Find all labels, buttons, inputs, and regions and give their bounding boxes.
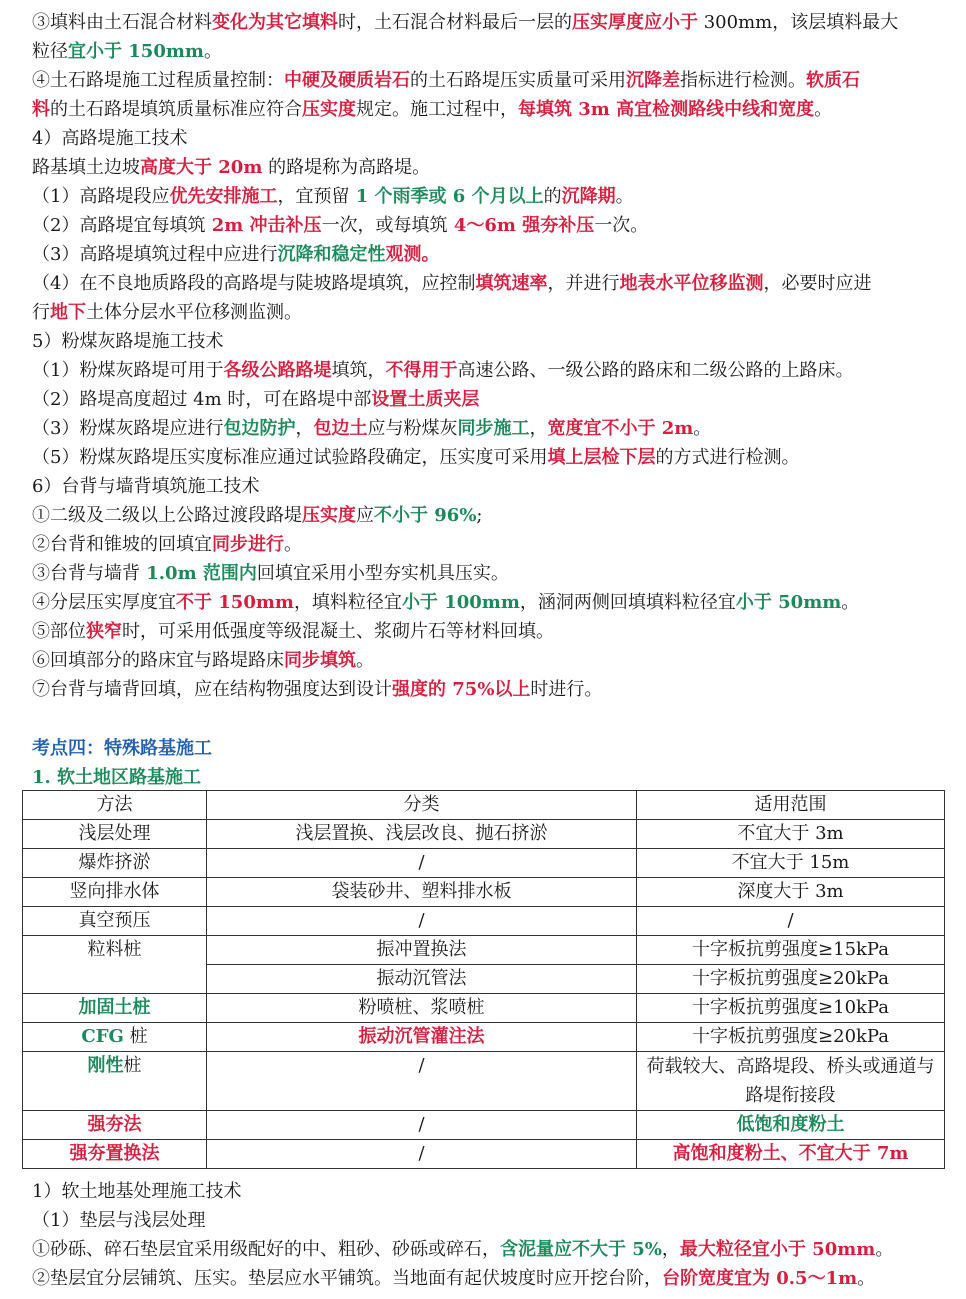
text-line — [32, 153, 944, 182]
cell-category-text: / — [418, 1114, 425, 1135]
text-segment: ，并进行 — [547, 273, 620, 294]
table-row — [23, 1052, 945, 1111]
cell-category-text: 振动沉管灌注法 — [358, 1026, 485, 1047]
highlight-text: 含泥量应不大于 5% — [500, 1239, 662, 1260]
text-segment: （2）高路堤宜每填筑 — [32, 215, 206, 236]
highlight-text: 小于 100mm — [401, 592, 520, 613]
cell-scope — [637, 1140, 945, 1169]
text-segment: 规定。施工过程中， — [356, 99, 518, 120]
text-segment: 的 — [543, 186, 562, 207]
highlight-text: 软质石 — [806, 70, 860, 91]
text-segment: 路基填土边坡 — [32, 157, 140, 178]
soft-soil-table — [22, 790, 945, 1169]
text-segment: ，宜预留 — [277, 186, 350, 207]
table-row — [23, 994, 945, 1023]
text-line — [32, 327, 944, 356]
cell-method-text: 强夯置换法 — [69, 1143, 160, 1164]
text-line — [32, 443, 944, 472]
cell-category — [207, 1023, 637, 1052]
cell-method — [23, 1140, 207, 1169]
cell-scope-text: 十字板抗剪强度≥15kPa — [692, 939, 889, 960]
table-header-row — [23, 791, 945, 820]
text-segment: 粒径 — [32, 41, 68, 62]
cell-category — [207, 907, 637, 936]
highlight-text: 地表水平位移监测 — [619, 273, 764, 294]
text-segment: 。 — [814, 99, 833, 120]
highlight-text: 中硬及硬质岩石 — [284, 70, 410, 91]
cell-scope — [637, 907, 945, 936]
text-segment: ④土石路堤施工过程质量控制： — [32, 70, 284, 91]
text-segment: 。 — [875, 1239, 894, 1260]
cell-category — [207, 965, 637, 994]
text-segment: 填筑， — [331, 360, 386, 381]
text-line — [32, 675, 944, 704]
highlight-text: 料 — [32, 99, 50, 120]
highlight-text: 4～6m 强夯补压 — [447, 215, 595, 236]
highlight-text: 狭窄 — [86, 621, 122, 642]
text-segment: ， — [295, 418, 314, 439]
highlight-text: 不于 150mm — [176, 592, 294, 613]
text-block-embankment — [32, 8, 944, 704]
cell-category — [207, 936, 637, 965]
highlight-text: 小于 50mm — [735, 592, 842, 613]
text-segment: 土体分层水平位移测监测。 — [86, 302, 302, 323]
text-segment: 的土石路堤压实质量可采用 — [410, 70, 626, 91]
text-segment: ②垫层宜分层铺筑、压实。垫层应水平铺筑。当地面有起伏坡度时应开挖台阶， — [32, 1268, 662, 1289]
highlight-text: 台阶宽度宜为 0.5～1m — [662, 1268, 858, 1289]
highlight-text: 包边土 — [313, 418, 368, 439]
cell-scope-text: 高饱和度粉土、不宜大于 7m — [672, 1143, 909, 1164]
text-segment: （2）路堤高度超过 4m 时，可在路堤中部 — [32, 389, 372, 410]
cell-method-text: 强夯法 — [87, 1114, 142, 1135]
text-segment: ①二级及二级以上公路过渡段路堤 — [32, 505, 302, 526]
highlight-text: 宜小于 150mm — [68, 41, 204, 62]
highlight-text: 压实厚度应小于 — [572, 12, 698, 33]
text-segment: 的土石路堤填筑质量标准应符合 — [50, 99, 302, 120]
cell-category-text: 振冲置换法 — [376, 939, 467, 960]
text-line — [32, 559, 944, 588]
highlight-text: 同步填筑 — [284, 650, 356, 671]
text-line — [32, 1206, 944, 1235]
text-line — [32, 385, 944, 414]
text-segment: ，填料粒径宜 — [293, 592, 402, 613]
text-line — [32, 617, 944, 646]
cell-category-text: / — [418, 1055, 425, 1076]
cell-method-text: 竖向排水体 — [69, 881, 160, 902]
highlight-text: 宽度宜不小于 2m — [547, 418, 694, 439]
section-subtitle: 1. 软土地区路基施工 — [32, 767, 202, 788]
highlight-text: 包边防护 — [223, 418, 296, 439]
highlight-text: 同步施工 — [457, 418, 530, 439]
cell-method-text: 刚性桩 — [87, 1055, 142, 1076]
cell-scope-text: 低饱和度粉土 — [736, 1114, 845, 1135]
text-line — [32, 1177, 944, 1206]
highlight-text: 观测。 — [385, 244, 440, 265]
highlight-text: 压实度 — [302, 505, 356, 526]
text-line — [32, 182, 944, 211]
text-line — [32, 1235, 944, 1264]
cell-category-text: 袋装砂井、塑料排水板 — [331, 881, 512, 902]
cell-method — [23, 1111, 207, 1140]
cell-category-text: / — [418, 910, 425, 931]
text-line — [32, 472, 944, 501]
cell-method — [23, 1023, 207, 1052]
highlight-text: 1.0m 范围内 — [140, 563, 257, 584]
cell-scope — [637, 1052, 945, 1111]
text-line — [32, 501, 944, 530]
text-segment: 1）软土地基处理施工技术 — [32, 1181, 242, 1202]
text-line — [32, 1264, 944, 1293]
highlight-text: 地下 — [50, 302, 86, 323]
cell-category — [207, 1140, 637, 1169]
text-segment: 时，土石混合材料最后一层的 — [338, 12, 572, 33]
text-segment: 300mm，该层填料最大 — [698, 12, 899, 33]
cell-category-text: 粉喷桩、浆喷桩 — [358, 997, 485, 1018]
text-segment: ③填料由土石混合材料 — [32, 12, 212, 33]
header-category: 分类 — [207, 791, 637, 820]
highlight-text: 填筑速率 — [475, 273, 548, 294]
highlight-text: 填上层检下层 — [547, 447, 656, 468]
highlight-text: 1 个雨季或 6 个月以上 — [349, 186, 544, 207]
cell-scope-text: / — [787, 910, 794, 931]
text-segment: 。 — [356, 650, 374, 671]
cell-category — [207, 878, 637, 907]
text-line — [32, 240, 944, 269]
cell-scope — [637, 1023, 945, 1052]
cell-scope-text: 深度大于 3m — [737, 881, 844, 902]
cell-method-text: 爆炸挤淤 — [78, 852, 151, 873]
table-row — [23, 1140, 945, 1169]
text-line — [32, 588, 944, 617]
cell-scope-text: 十字板抗剪强度≥20kPa — [692, 968, 889, 989]
cell-scope — [637, 849, 945, 878]
cell-method — [23, 936, 207, 994]
text-segment: （1）高路堤段应 — [32, 186, 170, 207]
text-segment: ， — [661, 1239, 680, 1260]
section-title: 考点四：特殊路基施工 — [32, 738, 212, 759]
text-segment: 4）高路堤施工技术 — [32, 128, 188, 149]
text-line — [32, 298, 944, 327]
text-segment: ⑦台背与墙背回填，应在结构物强度达到设计 — [32, 679, 392, 700]
highlight-text: 沉降期 — [561, 186, 616, 207]
cell-scope — [637, 965, 945, 994]
cell-scope-text: 十字板抗剪强度≥10kPa — [692, 997, 889, 1018]
text-segment: 一次。 — [594, 215, 649, 236]
cell-category-text: / — [418, 1143, 425, 1164]
cell-category — [207, 849, 637, 878]
table-row — [23, 936, 945, 965]
highlight-text: 优先安排施工 — [169, 186, 278, 207]
text-segment: ，涵洞两侧回填填料粒径宜 — [519, 592, 736, 613]
text-segment: ④分层压实厚度宜 — [32, 592, 176, 613]
text-segment: ①砂砾、碎石垫层宜采用级配好的中、粗砂、砂砾或碎石， — [32, 1239, 500, 1260]
cell-scope — [637, 878, 945, 907]
cell-method — [23, 1052, 207, 1111]
cell-category — [207, 1111, 637, 1140]
cell-scope-text: 不宜大于 15m — [731, 852, 850, 873]
table-row — [23, 907, 945, 936]
cell-method — [23, 994, 207, 1023]
text-segment: 应 — [356, 505, 374, 526]
text-segment: ③台背与墙背 — [32, 563, 140, 584]
highlight-text: 设置土质夹层 — [371, 389, 480, 410]
cell-method-text: 加固土桩 — [78, 997, 151, 1018]
text-line — [32, 211, 944, 240]
cell-scope — [637, 1111, 945, 1140]
text-segment: 。 — [841, 592, 860, 613]
cell-category-text: 浅层置换、浅层改良、抛石挤淤 — [295, 823, 548, 844]
cell-method-text: 浅层处理 — [78, 823, 151, 844]
highlight-text: 最大粒径宜小于 50mm — [679, 1239, 876, 1260]
text-segment: 。 — [615, 186, 634, 207]
cell-category-text: / — [418, 852, 425, 873]
text-segment: 。 — [693, 418, 712, 439]
text-segment: 时，可采用低强度等级混凝土、浆砌片石等材料回填。 — [122, 621, 554, 642]
cell-category-text: 振动沉管法 — [376, 968, 467, 989]
text-segment: 6）台背与墙背填筑施工技术 — [32, 476, 260, 497]
cell-method — [23, 878, 207, 907]
text-line — [32, 8, 944, 37]
cell-method — [23, 849, 207, 878]
cell-category — [207, 1052, 637, 1111]
text-segment: ⑤部位 — [32, 621, 86, 642]
text-line — [32, 37, 944, 66]
table-row — [23, 820, 945, 849]
text-segment: 行 — [32, 302, 50, 323]
text-segment: ⑥回填部分的路床宜与路堤路床 — [32, 650, 284, 671]
text-segment: 高速公路、一级公路的路床和二级公路的上路床。 — [457, 360, 854, 381]
table-row — [23, 1023, 945, 1052]
text-segment: 时进行。 — [530, 679, 603, 700]
text-line — [32, 269, 944, 298]
text-segment: 。 — [203, 41, 222, 62]
text-segment: （1）垫层与浅层处理 — [32, 1210, 206, 1231]
text-segment: ， — [529, 418, 548, 439]
cell-scope-text: 不宜大于 3m — [737, 823, 844, 844]
table-row — [23, 849, 945, 878]
table-row — [23, 1111, 945, 1140]
cell-scope — [637, 936, 945, 965]
highlight-text: 高度大于 20m — [140, 157, 263, 178]
text-line — [32, 95, 944, 124]
document-body — [32, 8, 944, 792]
text-line — [32, 414, 944, 443]
text-segment: 一次，或每填筑 — [321, 215, 448, 236]
highlight-text: 不得用于 — [385, 360, 458, 381]
highlight-text: 各级公路路堤 — [223, 360, 332, 381]
text-line — [32, 124, 944, 153]
cell-scope-text: 十字板抗剪强度≥20kPa — [692, 1026, 889, 1047]
highlight-text: 每填筑 3m 高宜检测路线中线和宽度 — [518, 99, 815, 120]
text-segment: （4）在不良地质路段的高路堤与陡坡路堤填筑，应控制 — [32, 273, 476, 294]
text-segment: （3）粉煤灰路堤应进行 — [32, 418, 224, 439]
cell-scope — [637, 994, 945, 1023]
cell-category — [207, 820, 637, 849]
text-segment: 应与粉煤灰 — [367, 418, 458, 439]
text-segment: ，必要时应进 — [763, 273, 872, 294]
highlight-text: 同步进行 — [212, 534, 284, 555]
cell-scope — [637, 820, 945, 849]
cell-method-text: 真空预压 — [78, 910, 151, 931]
text-segment: ; — [476, 505, 483, 526]
text-segment: 。 — [857, 1268, 876, 1289]
cell-method-text: 粒料桩 — [87, 939, 142, 960]
text-segment: 5）粉煤灰路堤施工技术 — [32, 331, 224, 352]
text-segment: （5）粉煤灰路堤压实度标准应通过试验路段确定，压实度可采用 — [32, 447, 548, 468]
text-line — [32, 66, 944, 95]
text-line — [32, 530, 944, 559]
highlight-text: 变化为其它填料 — [212, 12, 338, 33]
text-segment: 回填宜采用小型夯实机具压实。 — [256, 563, 509, 584]
text-line — [32, 646, 944, 675]
text-segment: 的方式进行检测。 — [655, 447, 800, 468]
header-scope: 适用范围 — [637, 791, 945, 820]
text-segment: 指标进行检测。 — [680, 70, 806, 91]
text-segment: （1）粉煤灰路堤可用于 — [32, 360, 224, 381]
spacer — [32, 704, 944, 734]
cell-category — [207, 994, 637, 1023]
highlight-text: 沉降差 — [626, 70, 680, 91]
highlight-text: 压实度 — [302, 99, 356, 120]
text-segment: ②台背和锥坡的回填宜 — [32, 534, 212, 555]
cell-method-text: CFG 桩 — [81, 1026, 148, 1047]
header-method: 方法 — [23, 791, 207, 820]
text-line — [32, 356, 944, 385]
highlight-text: 沉降和稳定性 — [277, 244, 386, 265]
text-segment: （3）高路堤填筑过程中应进行 — [32, 244, 278, 265]
highlight-text: 2m 冲击补压 — [205, 215, 322, 236]
cell-method — [23, 907, 207, 936]
highlight-text: 强度的 75%以上 — [392, 679, 531, 700]
cell-method — [23, 820, 207, 849]
highlight-text: 不小于 96% — [374, 505, 477, 526]
text-segment: 的路堤称为高路堤。 — [262, 157, 431, 178]
table-row — [23, 878, 945, 907]
cell-scope-text: 荷载较大、高路堤段、桥头或通道与路堤衔接段 — [646, 1056, 935, 1106]
text-segment: 。 — [284, 534, 302, 555]
text-block-soft-foundation — [32, 1177, 944, 1293]
